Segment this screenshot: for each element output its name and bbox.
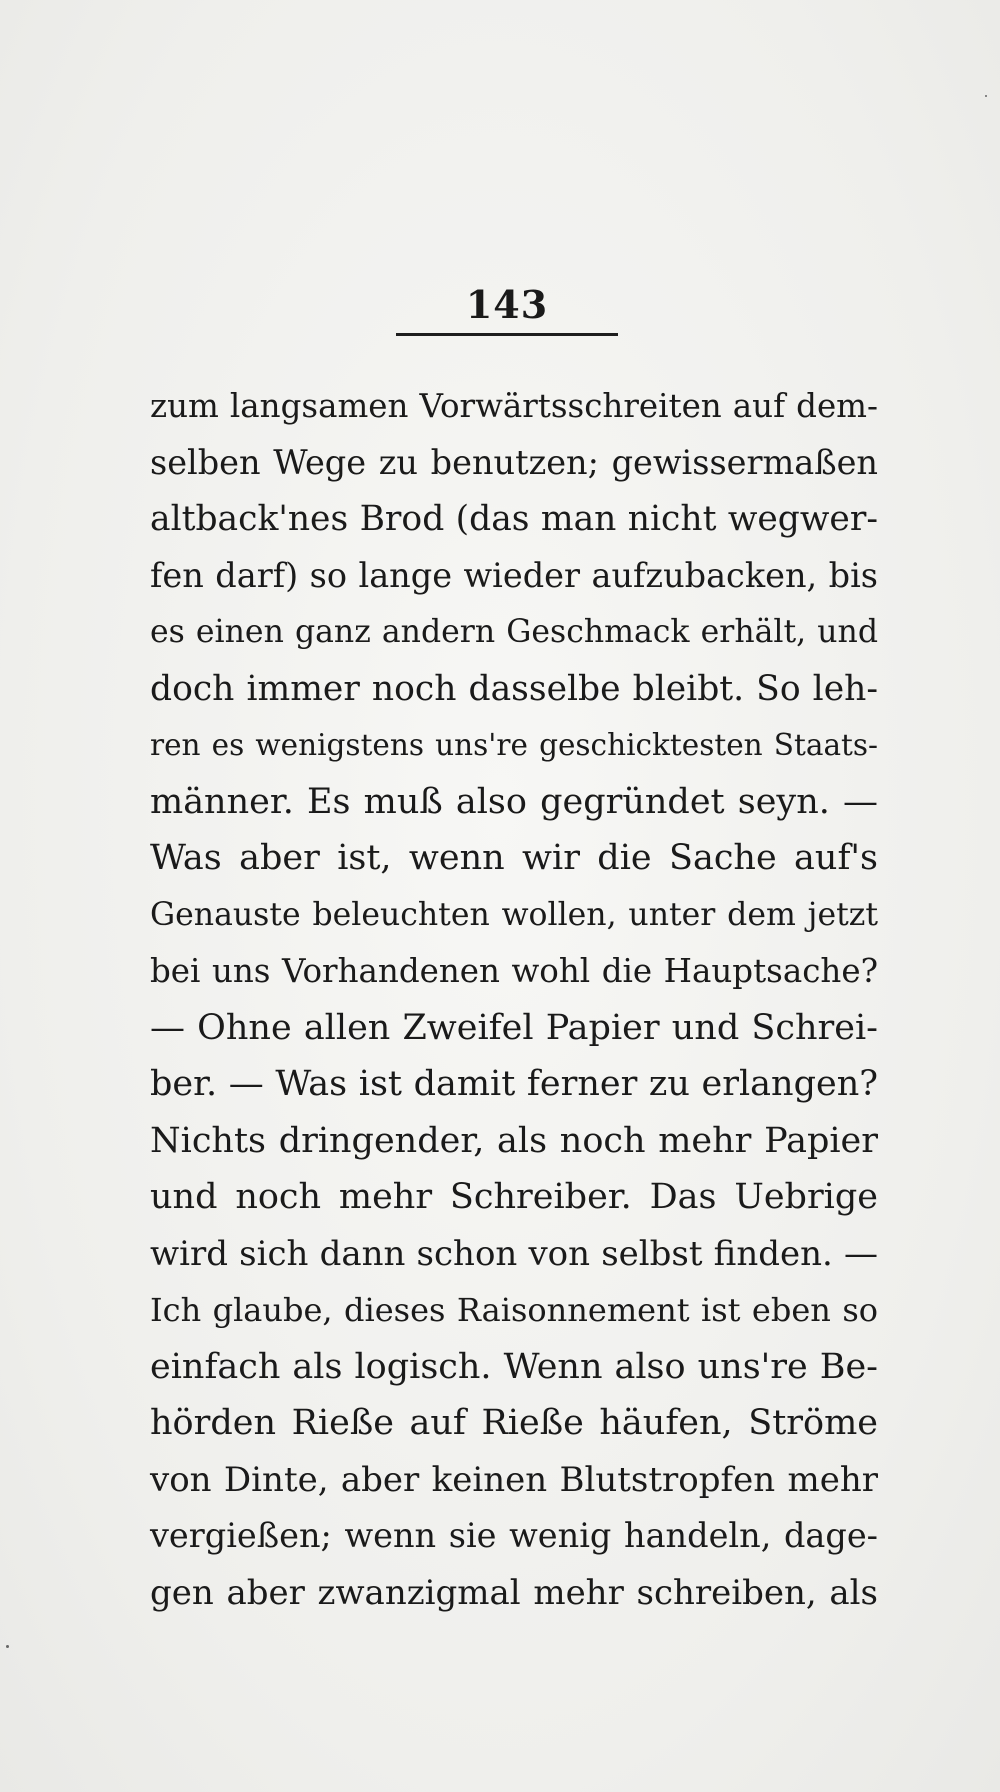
- text-line: hörden Rieße auf Rieße häufen, Ströme: [150, 1403, 878, 1443]
- text-line: doch immer noch dasselbe bleibt. So leh-: [150, 668, 878, 709]
- text-line: zum langsamen Vorwärtsschreiten auf dem-: [150, 387, 878, 425]
- text-line: einfach als logisch. Wenn also uns're Be-: [150, 1346, 878, 1387]
- paper-speck: [985, 95, 987, 97]
- text-line: wird sich dann schon von selbst finden. —: [150, 1233, 878, 1274]
- body-text: [150, 378, 878, 1621]
- text-line: Ich glaube, dieses Raisonnement ist eben so: [150, 1291, 878, 1329]
- text-line: fen darf) so lange wieder aufzubacken, bis: [150, 555, 878, 595]
- text-line: männer. Es muß also gegründet seyn. —: [150, 781, 878, 822]
- text-line: und noch mehr Schreiber. Das Uebrige: [150, 1177, 878, 1217]
- page-number: 143: [465, 282, 549, 327]
- text-line: Was aber ist, wenn wir die Sache auf's: [150, 838, 878, 878]
- text-line: ber. — Was ist damit ferner zu erlangen?: [150, 1064, 878, 1104]
- header-rule: [396, 333, 618, 336]
- text-line: vergießen; wenn sie wenig handeln, dage-: [150, 1516, 878, 1555]
- text-line: ren es wenigstens uns're geschicktesten Staats-: [150, 728, 878, 762]
- text-line: — Ohne allen Zweifel Papier und Schrei-: [150, 1007, 878, 1048]
- text-line: altback'nes Brod (das man nicht wegwer-: [150, 499, 878, 539]
- paper-speck: [6, 1645, 9, 1648]
- text-line: von Dinte, aber keinen Blutstropfen mehr: [150, 1459, 878, 1500]
- text-line: bei uns Vorhandenen wohl die Hauptsache?: [150, 952, 878, 990]
- text-line: gen aber zwanzigmal mehr schreiben, als: [150, 1572, 878, 1613]
- text-line: Nichts dringender, als noch mehr Papier: [150, 1120, 878, 1161]
- text-line: es einen ganz andern Geschmack erhält, und: [150, 614, 878, 650]
- text-line: Genauste beleuchten wollen, unter dem jetzt: [150, 896, 878, 933]
- text-line: selben Wege zu benutzen; gewissermaßen: [150, 442, 878, 482]
